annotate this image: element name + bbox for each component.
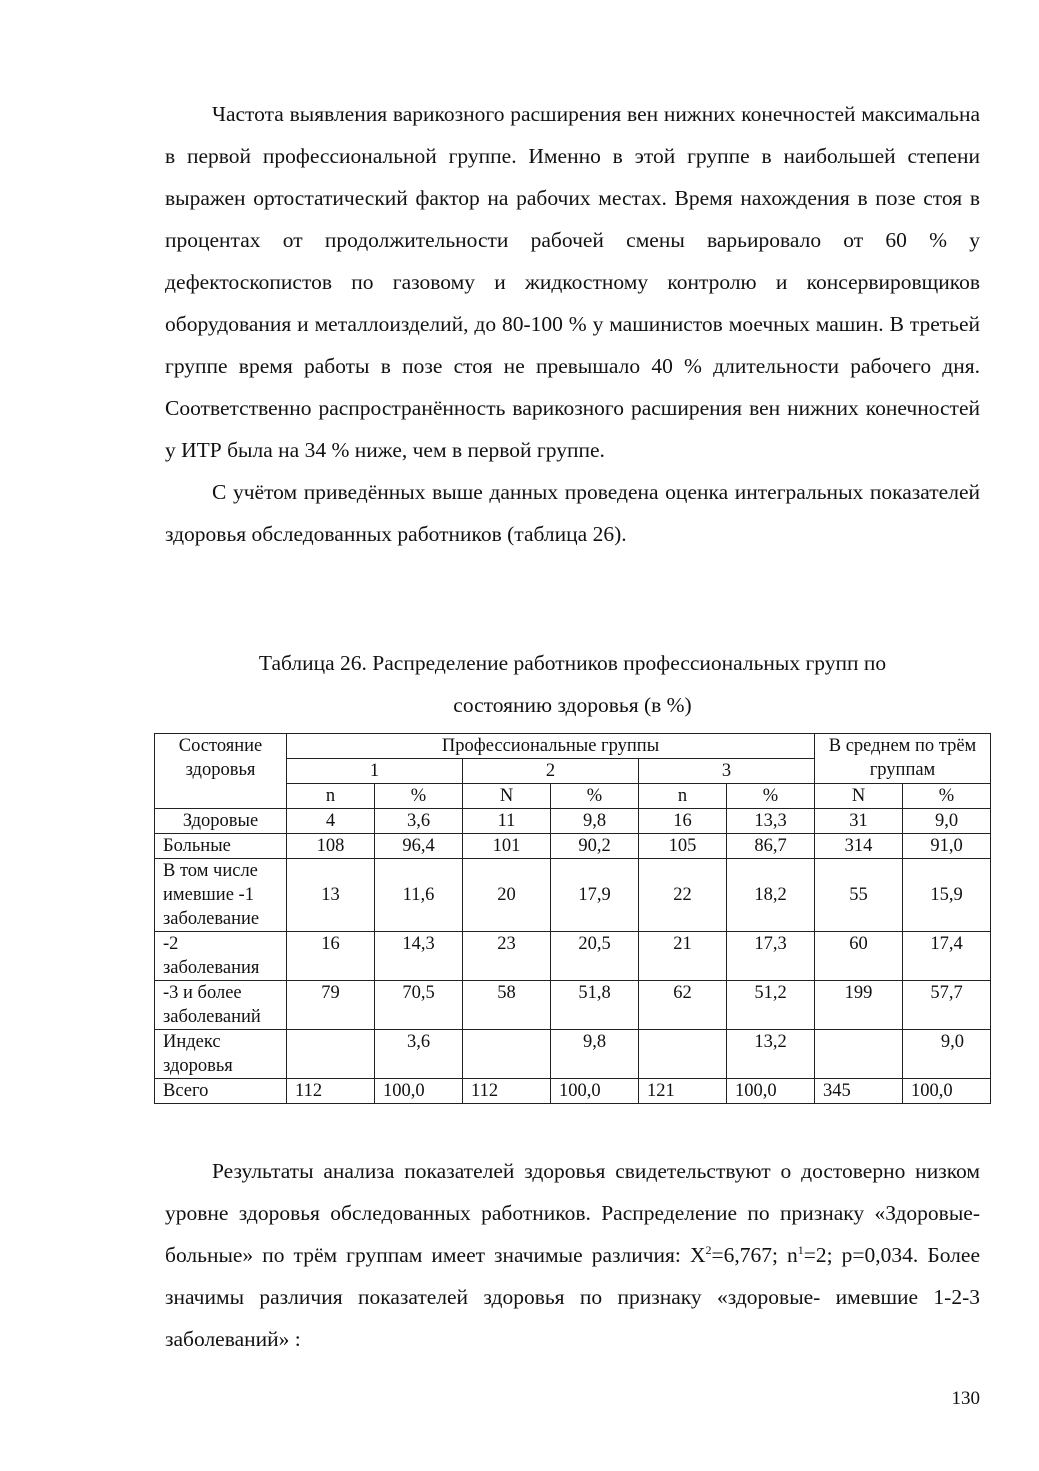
table-cell: 17,9 <box>551 859 639 932</box>
results-text: Результаты анализа показателей здоровья свидетельствуют о достоверно низком уровне здоровья обследованных работников. Распределение по признаку «Здоровые-больные» по трём группам имеет значимые различия: <box>165 1159 980 1267</box>
paragraph-varicose: Частота выявления варикозного расширения вен нижних конечностей максимальна в первой профессиональной группе. Именно в этой группе в наибольшей степени выражен ортостатический фактор на рабочих местах. Время нахождения в позе стоя в процентах от продолжительности рабочей смены варьировало от 60 % у дефектоскопистов по газовому и жидкостному контролю и консервировщиков оборудования и металлоизделий, до 80-100 % у машинистов моечных машин. В третьей группе время работы в позе стоя не превышало 40 % длительности рабочего дня. Соответственно распространённость варикозного расширения вен нижних конечностей у ИТР была на 34 % ниже, чем в первой группе. <box>165 102 980 462</box>
table-cell: 100,0 <box>727 1079 815 1104</box>
table-cell: 21 <box>639 932 727 981</box>
header-group-3: 3 <box>639 759 815 784</box>
table-cell: 345 <box>815 1079 903 1104</box>
subheader-cell: % <box>551 784 639 809</box>
table-cell: 60 <box>815 932 903 981</box>
table-cell: 9,0 <box>903 809 991 834</box>
table-cell: 3,6 <box>375 1030 463 1079</box>
page-number: 130 <box>951 1388 980 1409</box>
table-cell: 91,0 <box>903 834 991 859</box>
table-cell: 100,0 <box>903 1079 991 1104</box>
header-health-state: Состояние здоровья <box>155 734 287 809</box>
table-row-total <box>155 1079 991 1104</box>
table-cell: 9,0 <box>903 1030 991 1079</box>
table-cell: 9,8 <box>551 809 639 834</box>
table-cell: 62 <box>639 981 727 1030</box>
table-cell: 13,2 <box>727 1030 815 1079</box>
paragraph-results <box>165 1150 980 1360</box>
table-cell: 90,2 <box>551 834 639 859</box>
subheader-cell: % <box>903 784 991 809</box>
subheader-cell: % <box>727 784 815 809</box>
header-average: В среднем по трём группам <box>815 734 991 784</box>
table-cell: 100,0 <box>375 1079 463 1104</box>
subheader-cell: n <box>639 784 727 809</box>
table-cell: 105 <box>639 834 727 859</box>
table-cell: 31 <box>815 809 903 834</box>
table-cell <box>815 1030 903 1079</box>
table-cell <box>639 1030 727 1079</box>
chi-square-exponent: 2 <box>705 1242 712 1257</box>
table-cell: 199 <box>815 981 903 1030</box>
table-row-healthy <box>155 809 991 834</box>
table-cell: 100,0 <box>551 1079 639 1104</box>
table-cell: 18,2 <box>727 859 815 932</box>
table-cell: 20,5 <box>551 932 639 981</box>
table-cell: 70,5 <box>375 981 463 1030</box>
table-cell: 112 <box>463 1079 551 1104</box>
table-cell: 16 <box>639 809 727 834</box>
table-row-health-index <box>155 1030 991 1079</box>
table-cell: 22 <box>639 859 727 932</box>
table-cell: 16 <box>287 932 375 981</box>
table-cell <box>287 1030 375 1079</box>
row-label: В том числе имевшие -1 заболевание <box>155 859 287 932</box>
table-cell: 101 <box>463 834 551 859</box>
table-row-three-plus-diseases <box>155 981 991 1030</box>
table-caption <box>165 642 980 726</box>
table-cell: 58 <box>463 981 551 1030</box>
table-cell: 3,6 <box>375 809 463 834</box>
table-cell: 79 <box>287 981 375 1030</box>
row-label: -2 заболевания <box>155 932 287 981</box>
table-row-two-diseases <box>155 932 991 981</box>
table-cell: 96,4 <box>375 834 463 859</box>
row-label: -3 и более заболеваний <box>155 981 287 1030</box>
table-cell: 11 <box>463 809 551 834</box>
chi-square-value: =6,767; n <box>711 1243 798 1267</box>
table-row-sick <box>155 834 991 859</box>
table-cell: 51,8 <box>551 981 639 1030</box>
row-label: Всего <box>155 1079 287 1104</box>
table-cell: 9,8 <box>551 1030 639 1079</box>
subheader-cell: N <box>815 784 903 809</box>
table-cell: 121 <box>639 1079 727 1104</box>
df-superscript: 1 <box>797 1242 804 1257</box>
table-cell: 86,7 <box>727 834 815 859</box>
table-cell: 11,6 <box>375 859 463 932</box>
table-cell: 13 <box>287 859 375 932</box>
table-cell: 13,3 <box>727 809 815 834</box>
table-cell: 14,3 <box>375 932 463 981</box>
table-row-one-disease <box>155 859 991 932</box>
table-cell: 17,4 <box>903 932 991 981</box>
subheader-cell: % <box>375 784 463 809</box>
table-cell <box>463 1030 551 1079</box>
text-section-bottom <box>165 1150 980 1360</box>
subheader-cell: n <box>287 784 375 809</box>
table-cell: 112 <box>287 1079 375 1104</box>
header-group-2: 2 <box>463 759 639 784</box>
results-text-end: =2; p=0,034. Более значимы различия показателей здоровья по признаку «здоровые- имевшие 1-2-3 заболеваний» : <box>165 1243 980 1351</box>
table-cell: 20 <box>463 859 551 932</box>
subheader-cell: N <box>463 784 551 809</box>
table-cell: 55 <box>815 859 903 932</box>
table-cell: 23 <box>463 932 551 981</box>
table-header-row-1 <box>155 734 991 759</box>
table-cell: 17,3 <box>727 932 815 981</box>
chi-square-x: Х <box>689 1243 706 1267</box>
table-cell: 57,7 <box>903 981 991 1030</box>
row-label: Индекс здоровья <box>155 1030 287 1079</box>
header-professional-groups: Профессиональные группы <box>287 734 815 759</box>
row-label: Здоровые <box>155 809 287 834</box>
table-cell: 108 <box>287 834 375 859</box>
table-cell: 15,9 <box>903 859 991 932</box>
table-cell: 314 <box>815 834 903 859</box>
table-cell: 4 <box>287 809 375 834</box>
text-section-top <box>165 93 980 555</box>
table-cell: 51,2 <box>727 981 815 1030</box>
header-group-1: 1 <box>287 759 463 784</box>
row-label: Больные <box>155 834 287 859</box>
paragraph-assessment: С учётом приведённых выше данных проведена оценка интегральных показателей здоровья обследованных работников (таблица 26). <box>165 480 980 546</box>
table-caption-line2: состоянию здоровья (в %) <box>453 693 692 717</box>
table-caption-line1: Таблица 26. Распределение работников профессиональных групп по <box>258 651 887 675</box>
health-table <box>154 733 991 1104</box>
